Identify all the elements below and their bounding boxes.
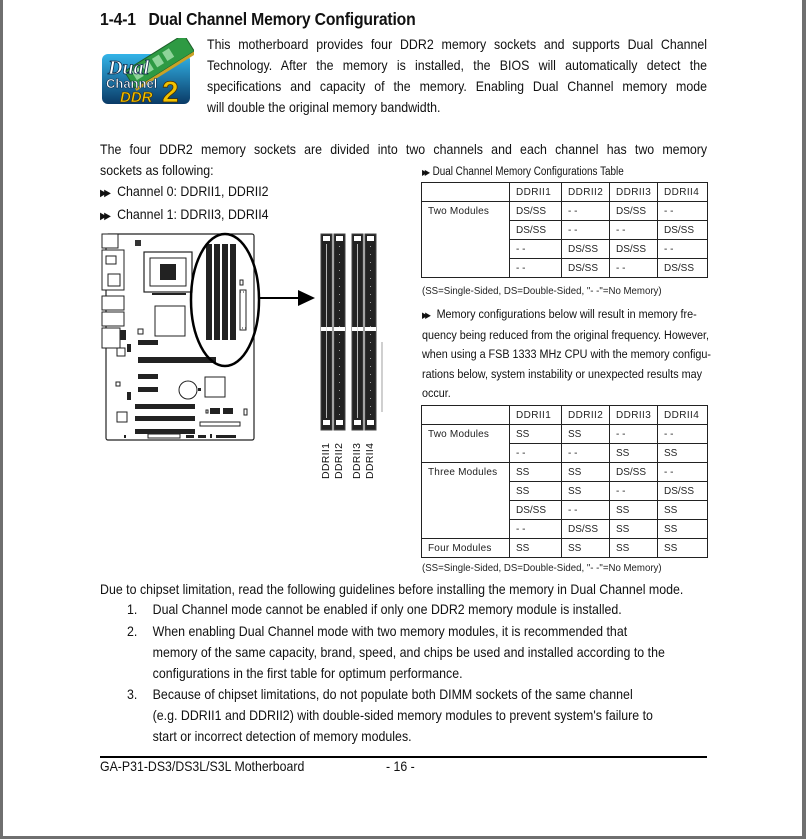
slot-label-ddrii1: DDRII1 xyxy=(320,442,332,479)
table-cell: SS xyxy=(562,463,610,482)
table-cell: - - xyxy=(658,240,708,259)
table-cell: - - xyxy=(562,221,610,240)
table-row xyxy=(422,221,708,240)
note-line: quency being reduced from the original frequency. However, xyxy=(422,327,710,342)
intro-line: will double the original memory bandwidth. xyxy=(207,99,441,115)
table-cell: DS/SS xyxy=(510,501,562,520)
item-number: 2. xyxy=(127,623,138,639)
svg-text:DDR: DDR xyxy=(120,89,153,106)
table-cell: - - xyxy=(510,520,562,539)
table-cell: - - xyxy=(510,259,562,278)
table-row xyxy=(422,202,708,221)
table-cell: SS xyxy=(610,539,658,558)
table-row xyxy=(422,501,708,520)
table-cell: DS/SS xyxy=(562,240,610,259)
table-cell: - - xyxy=(610,425,658,444)
table-cell: - - xyxy=(610,221,658,240)
table-row xyxy=(422,520,708,539)
table-cell: - - xyxy=(610,482,658,501)
table-cell: SS xyxy=(510,425,562,444)
arrow-right-icon xyxy=(258,289,316,307)
note-line: ▶▶ Memory configurations below will result in memory fre- xyxy=(422,307,697,321)
table-row xyxy=(422,425,708,444)
table-cell: SS xyxy=(510,539,562,558)
table-row xyxy=(422,259,708,278)
table-cell: - - xyxy=(610,259,658,278)
slot-label-ddrii3: DDRII3 xyxy=(351,442,363,479)
table-cell: SS xyxy=(658,501,708,520)
header-cell: DDRII2 xyxy=(562,183,610,202)
intro-paragraph xyxy=(207,34,707,118)
table-cell: SS xyxy=(610,444,658,463)
intro-line: This motherboard provides four DDR2 memory sockets and supports Dual Channel xyxy=(207,36,708,52)
table-cell: - - xyxy=(562,444,610,463)
group-label: Two Modules xyxy=(422,425,510,444)
header-cell: DDRII4 xyxy=(658,183,708,202)
guideline-item-3: 3. Because of chipset limitations, do not populate both DIMM sockets of the same channel (e.g. DDRII1 and DDRII2) with double-sided memory modules to prevent system's failure to start or incorrect detection of memory modules. xyxy=(127,686,653,744)
table-cell: SS xyxy=(610,501,658,520)
svg-text:2: 2 xyxy=(162,76,179,106)
table-cell: DS/SS xyxy=(658,221,708,240)
frequency-note xyxy=(422,305,711,404)
page-border-right xyxy=(802,0,806,839)
double-arrow-bullet-icon: ▶▶ xyxy=(422,310,429,320)
table-cell: SS xyxy=(510,482,562,501)
table-cell: - - xyxy=(562,202,610,221)
channel-bullet: ▶▶ Channel 0: DDRII1, DDRII2 xyxy=(100,183,269,199)
table-cell: SS xyxy=(510,463,562,482)
table-header-row xyxy=(422,406,708,425)
table-cell: - - xyxy=(658,202,708,221)
guideline-item-1: 1. Dual Channel mode cannot be enabled if only one DDR2 memory module is installed. xyxy=(127,599,622,620)
guideline-item-2: 2. When enabling Dual Channel mode with two memory modules, it is recommended that memory of the same capacity, brand, speed, and chips be used and installed according to the configurations in the first table for optimum performance. xyxy=(127,623,665,681)
table-cell: DS/SS xyxy=(562,520,610,539)
dual-channel-config-table xyxy=(421,182,708,278)
header-cell: DDRII3 xyxy=(610,183,658,202)
table-cell: - - xyxy=(562,501,610,520)
double-arrow-bullet-icon: ▶▶ xyxy=(422,168,428,177)
table-cell: - - xyxy=(658,425,708,444)
table-cell: DS/SS xyxy=(658,482,708,501)
table-cell: SS xyxy=(562,425,610,444)
note-line: rations below, system instability or unexpected results may xyxy=(422,366,702,381)
group-label: Three Modules xyxy=(422,463,510,482)
table-cell: - - xyxy=(510,444,562,463)
table2-legend: (SS=Single-Sided, DS=Double-Sided, "- -"=No Memory) xyxy=(422,562,662,574)
slot-label-ddrii2: DDRII2 xyxy=(333,442,345,479)
table-row xyxy=(422,539,708,558)
page-number: - 16 - xyxy=(386,758,415,774)
table-cell: DS/SS xyxy=(610,202,658,221)
table1-legend: (SS=Single-Sided, DS=Double-Sided, "- -"=No Memory) xyxy=(422,285,662,297)
double-arrow-bullet-icon: ▶▶ xyxy=(100,211,109,222)
svg-text:Channel: Channel xyxy=(106,76,158,91)
guidelines-intro: Due to chipset limitation, read the following guidelines before installing the memory in Dual Channel mode. xyxy=(100,581,684,597)
item-number: 1. xyxy=(127,601,138,617)
note-line: occur. xyxy=(422,386,451,400)
table-cell: - - xyxy=(510,240,562,259)
table-header-row xyxy=(422,183,708,202)
slot-label-ddrii4: DDRII4 xyxy=(364,442,376,479)
table-cell: DS/SS xyxy=(610,463,658,482)
table1-caption: ▶▶ Dual Channel Memory Configurations Table xyxy=(422,166,624,178)
table-row xyxy=(422,482,708,501)
channels-line: The four DDR2 memory sockets are divided into two channels and each channel has two memory xyxy=(100,141,708,157)
motherboard-diagram xyxy=(100,230,265,445)
intro-line: Technology. After the memory is installed, the BIOS will automatically detect the xyxy=(207,57,708,73)
table-cell: DS/SS xyxy=(610,240,658,259)
channels-line: sockets as following: xyxy=(100,162,214,178)
table-cell: SS xyxy=(562,539,610,558)
dual-channel-ddr2-logo-icon xyxy=(100,38,194,106)
table-cell: - - xyxy=(658,463,708,482)
intro-line: specifications and capacity of the memory. Enabling Dual Channel memory mode xyxy=(207,78,708,94)
table-cell: SS xyxy=(562,482,610,501)
header-cell xyxy=(422,406,510,425)
section-title xyxy=(100,9,416,30)
header-cell: DDRII1 xyxy=(510,406,562,425)
group-label: Four Modules xyxy=(422,539,510,558)
section-number: 1-4-1 xyxy=(100,9,136,29)
double-arrow-bullet-icon: ▶▶ xyxy=(100,188,109,199)
item-number: 3. xyxy=(127,686,138,702)
table-cell: SS xyxy=(658,539,708,558)
table-row xyxy=(422,240,708,259)
table-cell: DS/SS xyxy=(510,202,562,221)
page-border-left xyxy=(0,0,3,839)
table-row xyxy=(422,463,708,482)
table-cell: DS/SS xyxy=(658,259,708,278)
footer-model: GA-P31-DS3/DS3L/S3L Motherboard xyxy=(100,758,305,774)
dimm-slot-labels xyxy=(318,435,388,485)
section-title-text: Dual Channel Memory Configuration xyxy=(148,9,416,29)
table-cell: DS/SS xyxy=(510,221,562,240)
table-cell: SS xyxy=(658,444,708,463)
header-cell: DDRII1 xyxy=(510,183,562,202)
reduced-frequency-config-table xyxy=(421,405,708,558)
channel-bullet: ▶▶ Channel 1: DDRII3, DDRII4 xyxy=(100,206,269,222)
table-cell: SS xyxy=(658,520,708,539)
note-line: when using a FSB 1333 MHz CPU with the memory configu- xyxy=(422,347,711,361)
header-cell: DDRII4 xyxy=(658,406,708,425)
table-cell: DS/SS xyxy=(562,259,610,278)
table-row xyxy=(422,444,708,463)
svg-text:Dual: Dual xyxy=(108,57,150,79)
group-label: Two Modules xyxy=(422,202,510,221)
header-cell: DDRII2 xyxy=(562,406,610,425)
header-cell xyxy=(422,183,510,202)
header-cell: DDRII3 xyxy=(610,406,658,425)
table-cell: SS xyxy=(610,520,658,539)
